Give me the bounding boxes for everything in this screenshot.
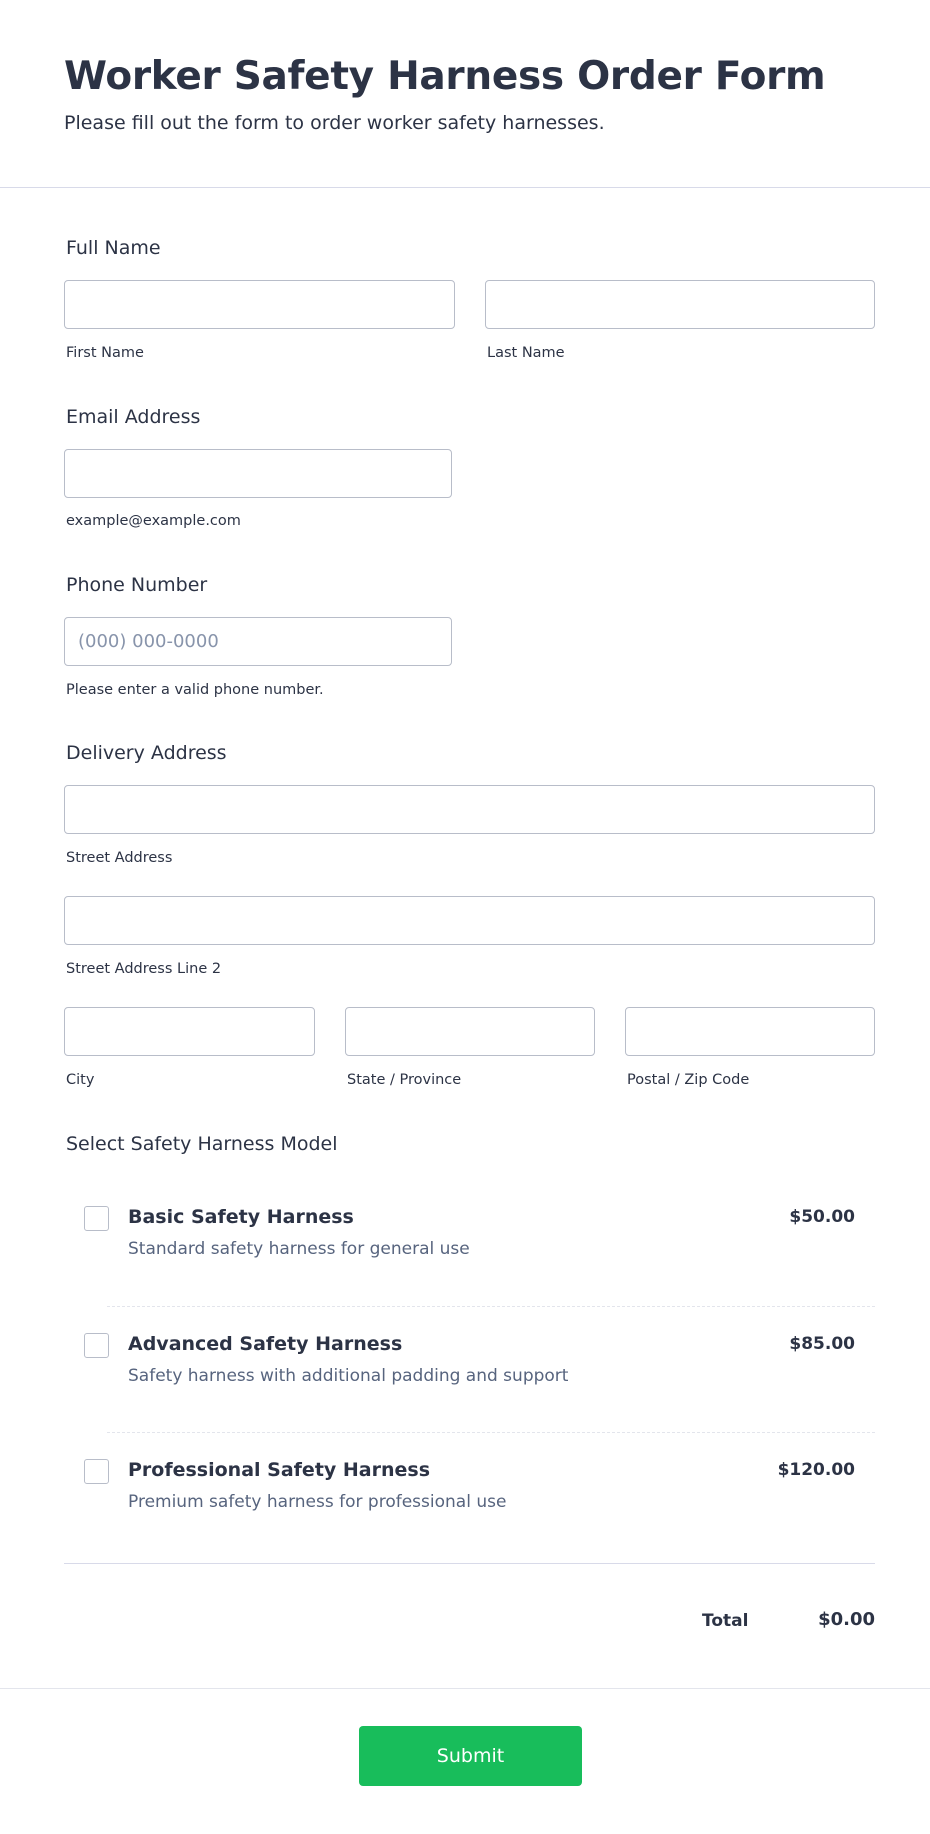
submit-button[interactable]: Submit	[359, 1726, 582, 1786]
phone-label: Phone Number	[66, 574, 208, 596]
street-address-sublabel: Street Address	[66, 850, 173, 866]
product-divider	[107, 1432, 875, 1433]
total-value: $0.00	[818, 1609, 875, 1630]
form-body	[0, 188, 930, 1688]
zip-sublabel: Postal / Zip Code	[627, 1072, 750, 1088]
product-name: Advanced Safety Harness	[128, 1333, 403, 1355]
product-price: $50.00	[789, 1207, 855, 1227]
product-price: $120.00	[777, 1460, 855, 1480]
product-description: Safety harness with additional padding and support	[128, 1366, 569, 1386]
state-sublabel: State / Province	[347, 1072, 462, 1088]
form-header	[0, 0, 930, 188]
full-name-label: Full Name	[66, 237, 161, 259]
total-label: Total	[702, 1611, 749, 1631]
street-address-line2-sublabel: Street Address Line 2	[66, 961, 222, 977]
product-name: Basic Safety Harness	[128, 1206, 354, 1228]
first-name-input[interactable]	[64, 280, 455, 329]
state-input[interactable]	[345, 1007, 595, 1056]
product-description: Standard safety harness for general use	[128, 1239, 470, 1259]
product-item-professional[interactable]	[64, 1459, 875, 1549]
product-divider	[107, 1306, 875, 1307]
phone-sublabel: Please enter a valid phone number.	[66, 682, 324, 698]
zip-input[interactable]	[625, 1007, 875, 1056]
street-address-input[interactable]	[64, 785, 875, 834]
form-subtitle: Please fill out the form to order worker safety harnesses.	[64, 112, 605, 134]
email-sublabel: example@example.com	[66, 513, 241, 529]
product-checkbox[interactable]	[84, 1333, 109, 1358]
product-item-basic[interactable]	[64, 1206, 875, 1296]
last-name-sublabel: Last Name	[487, 345, 565, 361]
product-name: Professional Safety Harness	[128, 1459, 431, 1481]
form-footer	[0, 1688, 930, 1834]
street-address-line2-input[interactable]	[64, 896, 875, 945]
product-checkbox[interactable]	[84, 1206, 109, 1231]
product-price: $85.00	[789, 1334, 855, 1354]
first-name-sublabel: First Name	[66, 345, 144, 361]
product-checkbox[interactable]	[84, 1459, 109, 1484]
email-input[interactable]	[64, 449, 452, 498]
product-select-label: Select Safety Harness Model	[66, 1133, 338, 1155]
email-label: Email Address	[66, 406, 201, 428]
product-description: Premium safety harness for professional use	[128, 1492, 507, 1512]
phone-input[interactable]	[64, 617, 452, 666]
city-input[interactable]	[64, 1007, 315, 1056]
form-title: Worker Safety Harness Order Form	[64, 54, 826, 99]
product-item-advanced[interactable]	[64, 1333, 875, 1423]
last-name-input[interactable]	[485, 280, 875, 329]
total-divider	[64, 1563, 875, 1564]
city-sublabel: City	[66, 1072, 95, 1088]
delivery-address-label: Delivery Address	[66, 742, 227, 764]
